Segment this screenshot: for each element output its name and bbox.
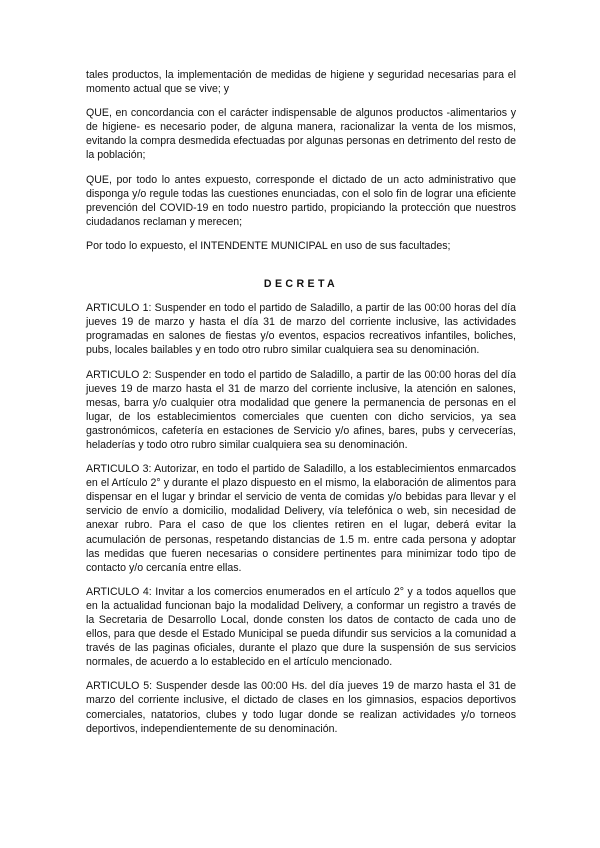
article-5: ARTICULO 5: Suspender desde las 00:00 Hs. del día jueves 19 de marzo hasta el 31 de marzo del corriente inclusive, el dictado de clases en los gimnasios, espacios deportivos comerciales, natatorios, clubes y todo lugar donde se realizan actividades y/o torneos deportivos, independientemente de su denominación. — [86, 680, 516, 735]
article-3: ARTICULO 3: Autorizar, en todo el partido de Saladillo, a los establecimientos enmarcados en el Artículo 2° y durante el plazo dispuesto en el mismo, la elaboración de alimentos para dispensar en el lugar y brindar el servicio de venta de comidas y/o bebidas para llevar y el servicio de envío a domicilio, modalidad Delivery, vía telefónica o web, sin necesidad de anexar rubro. Para el caso de que los clientes retiren en el lugar, deberá evitar la acumulación de personas, respetando distancias de 1.5 m. entre cada persona y adoptar las medidas que fueren necesarias o considere pertinentes para minimizar todo tipo de contacto y/o cercanía entre ellas. — [86, 463, 516, 574]
article-2: ARTICULO 2: Suspender en todo el partido de Saladillo, a partir de las 00:00 horas del día jueves 19 de marzo hasta el 31 de marzo del corriente inclusive, la atención en salones, mesas, barra y/o cualquier otra modalidad que genere la permanencia de personas en el lugar, de los establecimientos comerciales que cuenten con dicho servicios, ya sea gastronómicos, cafetería en estaciones de Servicio y/o afines, bares, pubs y cervecerías, heladerías y todo otro rubro similar cualquiera sea su denominación. — [86, 368, 516, 451]
decreta-heading: DECRETA — [263, 278, 339, 291]
document-page — [86, 68, 516, 746]
intro-paragraph-1: tales productos, la implementación de medidas de higiene y seguridad necesarias para el momento actual que se vive; y — [86, 69, 516, 96]
intro-paragraph-4: Por todo lo expuesto, el INTENDENTE MUNICIPAL en uso de sus facultades; — [86, 239, 451, 252]
intro-paragraph-3: QUE, por todo lo antes expuesto, corresponde el dictado de un acto administrativo que disponga y/o regule todas las cuestiones enunciadas, con el solo fin de lograr una eficiente prevención del COVID-19 en todo nuestro partido, propiciando la protección que nuestros ciudadanos reclaman y merecen; — [86, 173, 516, 228]
article-1: ARTICULO 1: Suspender en todo el partido de Saladillo, a partir de las 00:00 horas del día jueves 19 de marzo y hasta el día 31 de marzo del corriente inclusive, las actividades programadas en salones de fiestas y/o eventos, espacios recreativos infantiles, boliches, pubs, locales bailables y en todo otro rubro similar cualquiera sea su denominación. — [86, 302, 516, 357]
intro-paragraph-2: QUE, en concordancia con el carácter indispensable de algunos productos -alimentarios y de higiene- es necesario poder, de alguna manera, racionalizar la venta de los mismos, evitando la compra desmedida efectuadas por algunas personas en detrimento del resto de la población; — [86, 107, 516, 162]
article-4: ARTICULO 4: Invitar a los comercios enumerados en el artículo 2° y a todos aquellos que en la actualidad funcionan bajo la modalidad Delivery, a conformar un registro a través de la Secretaria de Desarrollo Local, donde consten los datos de contacto de cada uno de ellos, para que desde el Estado Municipal se pueda difundir sus servicios a la comunidad a través de las paginas oficiales, durante el plazo que dure la suspensión de sus servicios normales, de acuerdo a lo establecido en el artículo mencionado. — [86, 585, 516, 669]
